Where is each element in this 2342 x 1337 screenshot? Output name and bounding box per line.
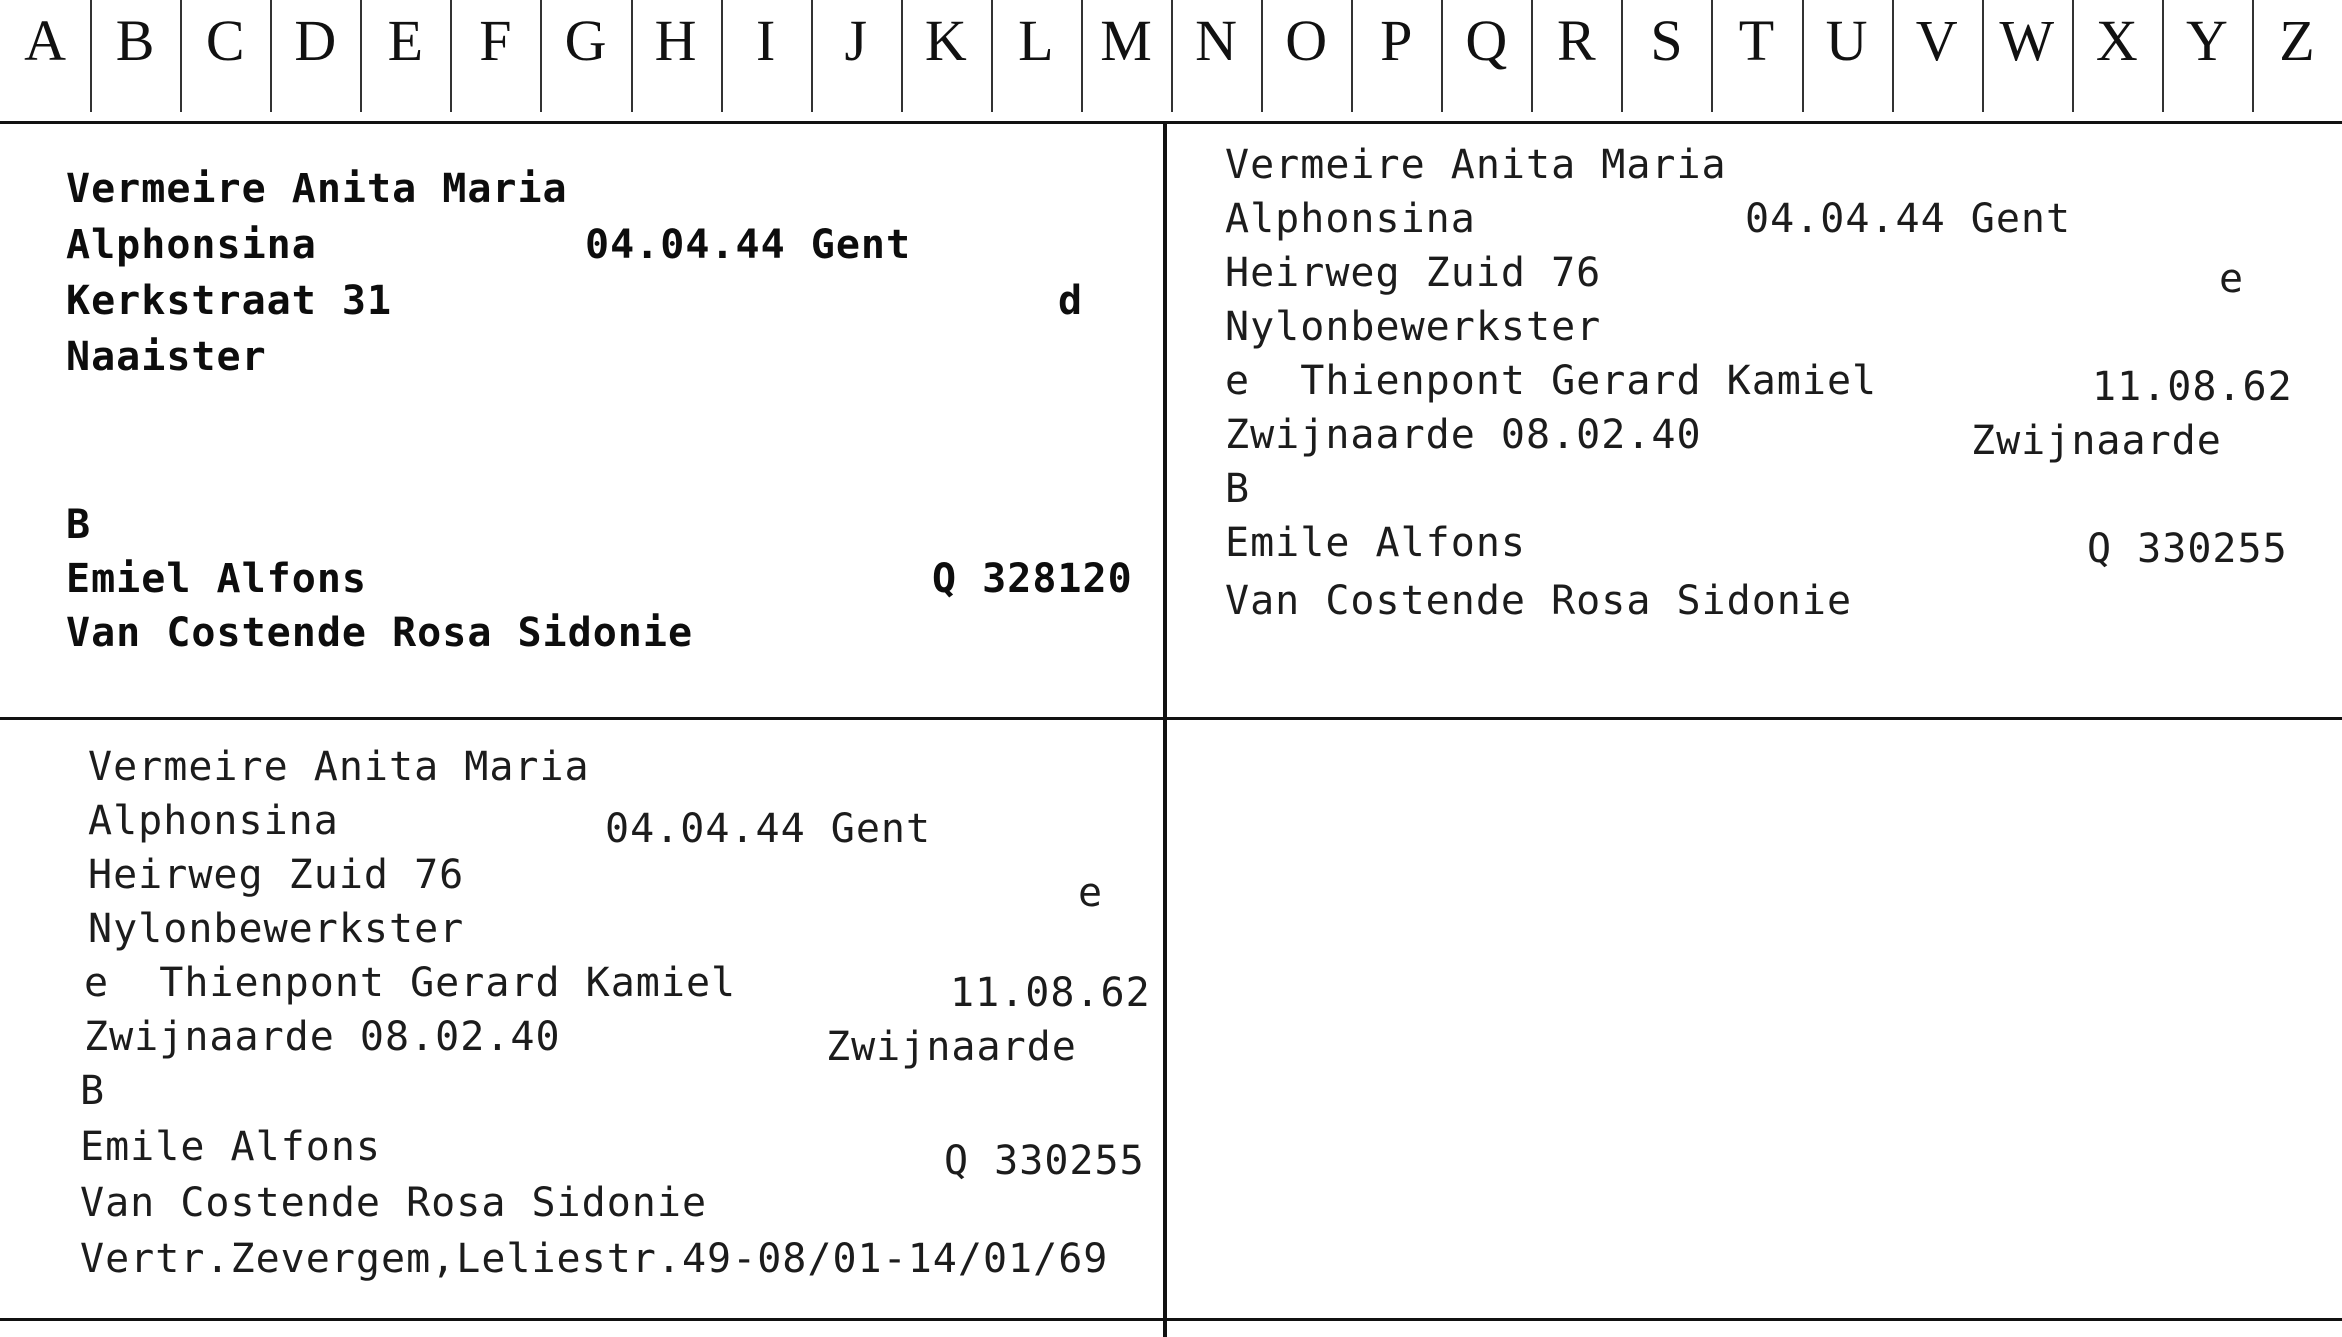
card-top-right [1167,124,2342,717]
alphabet-letter-d: D [270,0,360,121]
card-mother: Van Costende Rosa Sidonie [1225,578,1853,624]
card-birth: 04.04.44 Gent [605,806,932,852]
card-spouse-birth: Zwijnaarde 08.02.40 [84,1014,561,1060]
alphabet-letter-s: S [1621,0,1711,121]
alphabet-letter-l: L [991,0,1081,121]
card-status-code: d [1058,278,1084,324]
card-father: Emiel Alfons [66,556,367,602]
alphabet-letter-i: I [721,0,811,121]
card-mother: Van Costende Rosa Sidonie [80,1180,708,1226]
alphabet-letter-u: U [1802,0,1892,121]
card-code-letter: B [66,502,92,548]
alphabet-index-bar [0,0,2342,124]
alphabet-letter-k: K [901,0,991,121]
card-mother: Van Costende Rosa Sidonie [66,610,694,656]
card-address: Kerkstraat 31 [66,278,393,324]
card-name-line1: Vermeire Anita Maria [88,744,590,790]
card-birth: 04.04.44 Gent [585,222,912,268]
card-spouse: e Thienpont Gerard Kamiel [1225,358,1878,404]
alphabet-letter-r: R [1531,0,1621,121]
alphabet-letter-z: Z [2252,0,2342,121]
alphabet-letter-x: X [2072,0,2162,121]
card-name-line2: Alphonsina [88,798,339,844]
alphabet-letter-n: N [1171,0,1261,121]
card-marriage-place: Zwijnaarde [1971,418,2222,464]
card-spouse: e Thienpont Gerard Kamiel [84,960,737,1006]
card-name-line2: Alphonsina [1225,196,1476,242]
alphabet-letter-j: J [811,0,901,121]
alphabet-letter-c: C [180,0,270,121]
card-name-line2: Alphonsina [66,222,317,268]
alphabet-letter-t: T [1711,0,1801,121]
alphabet-letter-f: F [450,0,540,121]
alphabet-letter-h: H [631,0,721,121]
card-reference: Q 330255 [2087,526,2288,572]
card-address: Heirweg Zuid 76 [1225,250,1602,296]
card-address: Heirweg Zuid 76 [88,852,465,898]
card-name-line1: Vermeire Anita Maria [1225,142,1727,188]
card-name-line1: Vermeire Anita Maria [66,166,568,212]
card-code-letter: B [1225,466,1251,512]
card-father: Emile Alfons [1225,520,1526,566]
card-marriage-date: 11.08.62 [950,970,1151,1016]
alphabet-letter-p: P [1351,0,1441,121]
card-marriage-place: Zwijnaarde [826,1024,1077,1070]
alphabet-letter-e: E [360,0,450,121]
alphabet-letter-b: B [90,0,180,121]
card-spouse-birth: Zwijnaarde 08.02.40 [1225,412,1702,458]
alphabet-letter-m: M [1081,0,1171,121]
card-code-letter: B [80,1068,106,1114]
card-father: Emile Alfons [80,1124,381,1170]
alphabet-letter-v: V [1892,0,1982,121]
card-occupation: Nylonbewerkster [1225,304,1602,350]
card-occupation: Naaister [66,334,267,380]
card-bottom-right-blank [1167,720,2342,1318]
card-bottom-left [0,720,1163,1318]
card-note: Vertr.Zevergem,Leliestr.49-08/01-14/01/69 [80,1236,1109,1282]
card-reference: Q 330255 [944,1138,1145,1184]
alphabet-letter-g: G [540,0,630,121]
card-birth: 04.04.44 Gent [1745,196,2072,242]
card-marriage-date: 11.08.62 [2092,364,2293,410]
card-status-code: e [1078,870,1104,916]
card-occupation: Nylonbewerkster [88,906,465,952]
alphabet-letter-q: Q [1441,0,1531,121]
card-top-left [0,124,1163,717]
card-reference: Q 328120 [932,556,1133,602]
card-status-code: e [2219,256,2245,302]
card-bottom-border [0,1318,2342,1321]
alphabet-letter-a: A [24,8,66,73]
alphabet-letter-o: O [1261,0,1351,121]
alphabet-letter-w: W [1982,0,2072,121]
alphabet-letter-y: Y [2162,0,2252,121]
